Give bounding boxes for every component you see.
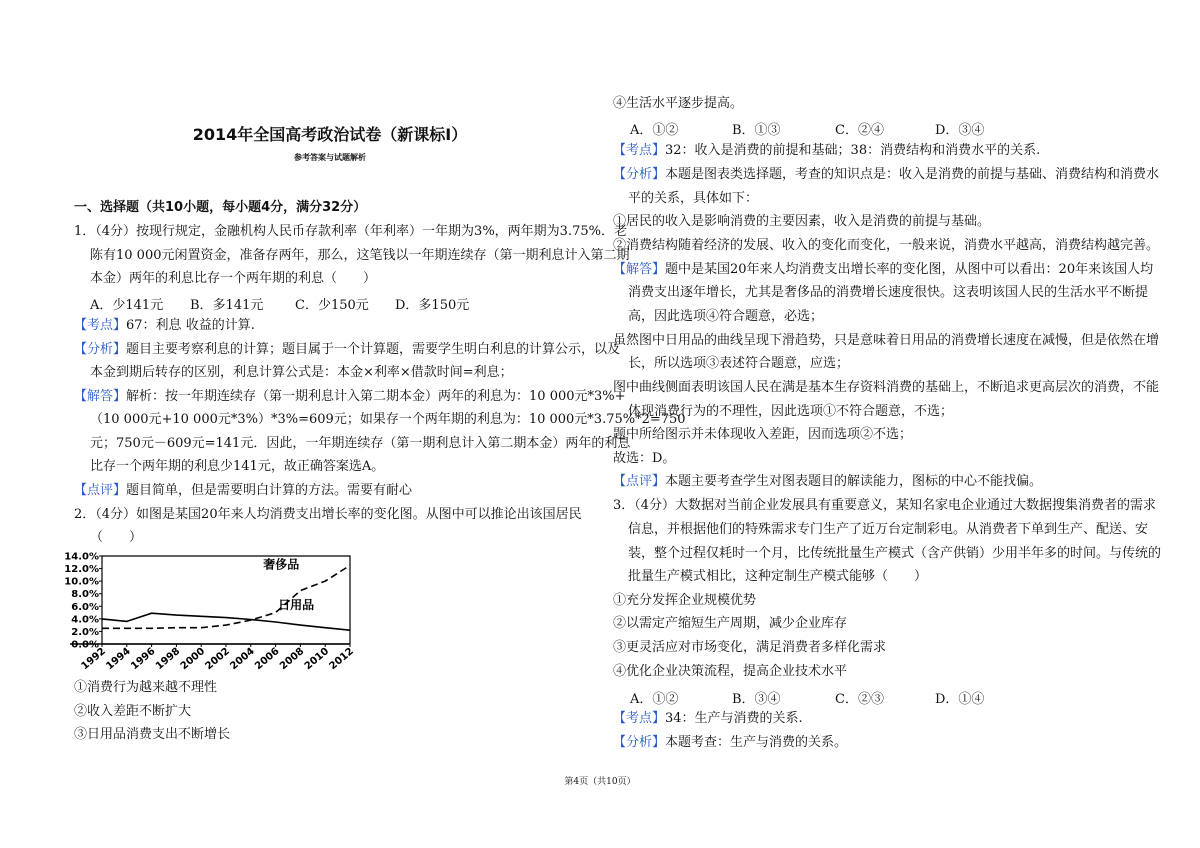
jieda-text: 解析：按一年期连续存（第一期利息计入第二期本金）两年的利息为：10 000元*3%+ <box>126 389 626 404</box>
q3-line-3: 装，整个过程仅耗时一个月，比传统批量生产模式（含产供销）少用半年多的时间。与传统的 <box>628 546 1162 561</box>
q2-option-c: C．②④ <box>835 123 884 138</box>
q1-option-d: D．多150元 <box>395 298 470 313</box>
fenxi-tag: 【分析】 <box>613 167 666 182</box>
y-tick-label: 12.0% <box>64 564 99 576</box>
dianping-text: 题目简单，但是需要明白计算的方法。需要有耐心 <box>126 483 413 498</box>
q2-item-2: ②收入差距不断扩大 <box>74 704 192 719</box>
q3-line-1: 3．（4分）大数据对当前企业发展具有重要意义，某知名家电企业通过大数据搜集消费者的需求 <box>613 498 1157 513</box>
q2-fenxi-line-4: ②消费结构随着经济的发展、收入的变化而变化，一般来说，消费水平越高，消费结构越完善。 <box>613 238 1160 253</box>
y-tick-label: 2.0% <box>71 626 99 638</box>
fenxi-tag: 【分析】 <box>613 735 666 750</box>
q2-item-4: ④生活水平逐步提高。 <box>613 96 744 111</box>
q3-option-b: B．③④ <box>732 692 781 707</box>
q1-fenxi <box>74 342 620 358</box>
x-tick-label: 1994 <box>104 645 133 673</box>
q1-jieda-line-3: 元；750元－609元=141元．因此，一年期连续存（第一期利息计入第二期本金）两年的利息 <box>90 436 631 451</box>
jieda-tag: 【解答】 <box>613 262 666 277</box>
q3-option-d: D．①④ <box>935 692 985 707</box>
q3-line-4: 批量生产模式相比，这种定制生产模式能够（ ） <box>628 569 928 584</box>
q1-line-1: 1．（4分）按现行规定，金融机构人民币存款利率（年利率）一年期为3%，两年期为3.75%．老 <box>74 224 627 239</box>
dianping-text: 本题主要考查学生对图表题目的解读能力，图标的中心不能找偏。 <box>665 474 1043 489</box>
q1-jieda <box>74 389 626 405</box>
q2-jieda-line-7: 体现消费行为的不理性，因此选项①不符合题意，不选； <box>628 404 954 419</box>
q1-kaodian <box>74 318 255 334</box>
q2-jieda-line-6: 图中曲线侧面表明该国人民在满是基本生存资料消费的基础上，不断追求更高层次的消费，不能 <box>613 380 1160 395</box>
q2-fenxi-line-2: 平的关系，具体如下： <box>628 191 759 206</box>
q1-option-a: A．少141元 <box>90 298 164 313</box>
x-tick-label: 2010 <box>302 645 332 673</box>
x-tick-label: 2008 <box>277 645 307 673</box>
page-title: 2014年全国高考政治试卷（新课标Ⅰ） <box>192 125 468 144</box>
q3-line-2: 信息，并根据他们的特殊需求专门生产了近万台定制彩电。从消费者下单到生产、配送、安 <box>628 522 1149 537</box>
q3-item-2: ②以需定产缩短生产周期，减少企业库存 <box>613 616 848 631</box>
q2-item-3: ③日用品消费支出不断增长 <box>74 727 231 742</box>
series-label: 日用品 <box>278 597 315 612</box>
y-tick-label: 0.0% <box>71 639 99 651</box>
q2-fenxi-line-3: ①居民的收入是影响消费的主要因素，收入是消费的前提与基础。 <box>613 214 991 229</box>
fenxi-text: 本题是图表类选择题，考查的知识点是：收入是消费的前提与基础、消费结构和消费水 <box>665 167 1160 182</box>
q1-jieda-line-2: （10 000元+10 000元*3%）*3%=609元；如果存一个两年期的利息为：10 000元*3.75%*2=750 <box>90 412 686 427</box>
q3-option-c: C．②③ <box>835 692 884 707</box>
y-tick-label: 14.0% <box>64 551 99 563</box>
q2-jieda-line-2: 消费支出逐年增长，尤其是奢侈品的消费增长速度很快。这表明该国人民的生活水平不断提 <box>628 285 1149 300</box>
y-tick-label: 6.0% <box>71 601 99 613</box>
q3-option-a: A．①② <box>630 692 679 707</box>
fenxi-text: 题目主要考察利息的计算；题目属于一个计算题，需要学生明白利息的计算公示，以及 <box>126 342 621 357</box>
x-tick-label: 1992 <box>79 645 108 673</box>
q2-jieda <box>613 262 1153 278</box>
section-heading: 一、选择题（共10小题，每小题4分，满分32分） <box>74 200 367 215</box>
y-tick-label: 10.0% <box>64 576 99 588</box>
q2-jieda-line-4: 虽然图中日用品的曲线呈现下滑趋势，只是意味着日用品的消费增长速度在减慢，但是依然在增 <box>613 333 1160 348</box>
q2-jieda-line-5: 长，所以选项③表述符合题意，应选； <box>628 356 850 371</box>
page-subtitle: 参考答案与试题解析 <box>294 152 366 162</box>
dianping-tag: 【点评】 <box>613 474 666 489</box>
x-tick-label: 2004 <box>228 645 257 673</box>
q3-item-4: ④优化企业决策流程，提高企业技术水平 <box>613 664 848 679</box>
q3-kaodian <box>613 711 803 727</box>
q2-option-d: D．③④ <box>935 123 985 138</box>
dianping-tag: 【点评】 <box>74 483 127 498</box>
q2-dianping <box>613 474 1042 490</box>
q1-line-3: 本金）两年的利息比存一个两年期的利息（ ） <box>90 271 377 286</box>
q2-jieda-line-3: 高，因此选项④符合题意，必选； <box>628 309 824 324</box>
y-tick-label: 4.0% <box>71 614 99 626</box>
kaodian-text: 34：生产与消费的关系. <box>665 711 803 726</box>
q2-line-1: 2．（4分）如图是某国20年来人均消费支出增长率的变化图。从图中可以推论出该国居民 <box>74 507 582 522</box>
jieda-text: 题中是某国20年来人均消费支出增长率的变化图，从图中可以看出：20年来该国人均 <box>665 262 1154 277</box>
kaodian-text: 32：收入是消费的前提和基础；38：消费结构和消费水平的关系. <box>665 143 1041 158</box>
kaodian-text: 67：利息 收益的计算. <box>126 318 255 333</box>
q2-jieda-line-8: 题中所给图示并未体现收入差距，因而选项②不选； <box>613 427 913 442</box>
consumption-growth-chart <box>64 550 360 675</box>
x-tick-label: 2002 <box>203 645 232 673</box>
q1-jieda-line-4: 比存一个两年期的利息少141元，故正确答案选A。 <box>90 459 385 474</box>
q2-item-1: ①消费行为越来越不理性 <box>74 680 218 695</box>
q3-fenxi <box>613 735 847 751</box>
q3-item-1: ①充分发挥企业规模优势 <box>613 593 757 608</box>
x-tick-label: 1998 <box>153 645 183 673</box>
q2-fenxi <box>613 167 1159 183</box>
q1-option-c: C．少150元 <box>295 298 369 313</box>
series-label: 奢侈品 <box>263 557 300 572</box>
fenxi-tag: 【分析】 <box>74 342 127 357</box>
q2-line-2: （ ） <box>90 530 143 545</box>
q1-fenxi-line-2: 本金到期后转存的区别，利息计算公式是：本金×利率×借款时间=利息； <box>90 365 513 380</box>
x-tick-label: 2000 <box>178 645 208 673</box>
kaodian-tag: 【考点】 <box>613 711 666 726</box>
y-tick-label: 8.0% <box>71 589 99 601</box>
kaodian-tag: 【考点】 <box>74 318 127 333</box>
q1-dianping <box>74 483 412 499</box>
x-tick-label: 2006 <box>253 645 282 673</box>
jieda-tag: 【解答】 <box>74 389 127 404</box>
q2-option-a: A．①② <box>630 123 679 138</box>
kaodian-tag: 【考点】 <box>613 143 666 158</box>
q1-option-b: B．多141元 <box>190 298 264 313</box>
x-tick-label: 1996 <box>129 645 158 673</box>
x-tick-label: 2012 <box>327 645 356 673</box>
q2-kaodian <box>613 143 1040 159</box>
fenxi-text: 本题考查：生产与消费的关系。 <box>665 735 848 750</box>
q1-line-2: 陈有10 000元闲置资金，准备存两年，那么，这笔钱以一年期连续存（第一期利息计入第二期 <box>90 248 630 263</box>
page-footer: 第4页（共10页） <box>564 777 636 787</box>
q3-item-3: ③更灵活应对市场变化，满足消费者多样化需求 <box>613 640 887 655</box>
q2-option-b: B．①③ <box>732 123 781 138</box>
q2-jieda-line-9: 故选：D。 <box>613 451 676 466</box>
